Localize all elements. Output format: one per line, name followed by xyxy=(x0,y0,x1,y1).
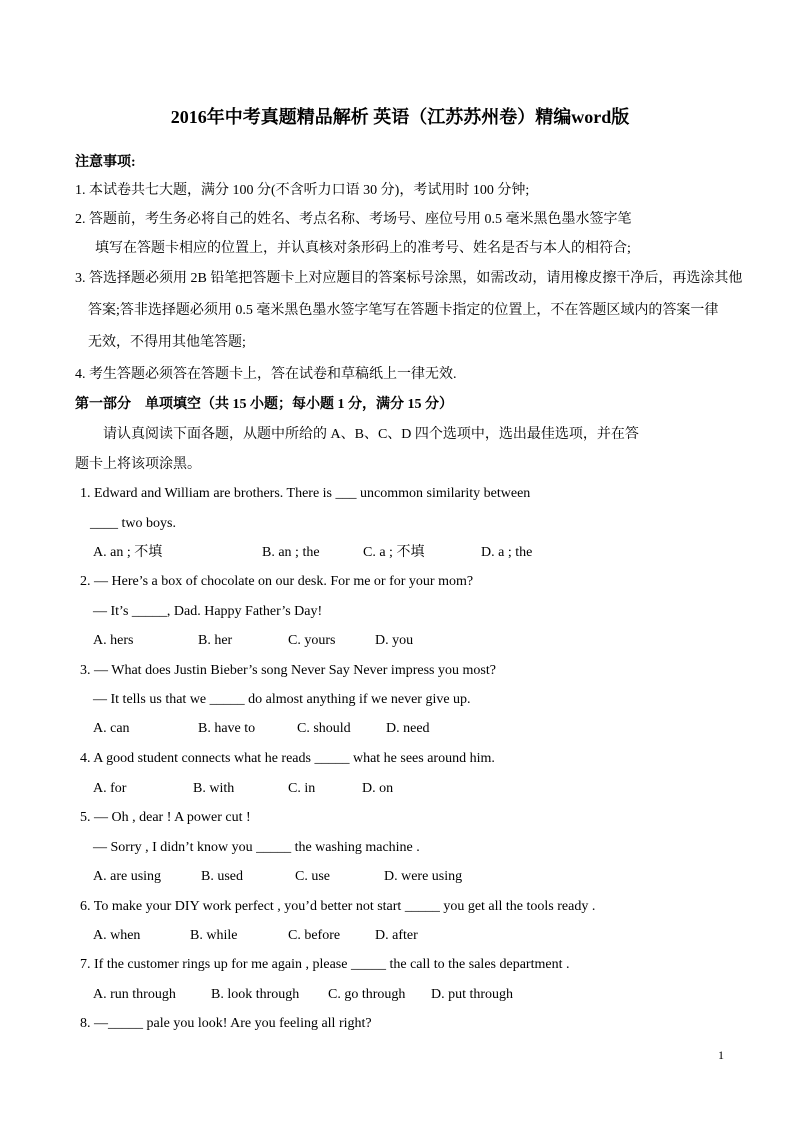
answer-option: B. with xyxy=(193,781,235,796)
question-stem: 5. — Oh , dear ! A power cut ! xyxy=(80,810,251,825)
answer-option: A. run through xyxy=(93,987,176,1002)
answer-option: C. in xyxy=(288,781,316,796)
answer-option: C. before xyxy=(288,928,341,943)
notice-line: 2. 答题前，考生务必将自己的姓名、考点名称、考场号、座位号用 0.5 毫米黑色墨水签字笔 xyxy=(75,212,632,227)
answer-option: B. have to xyxy=(198,721,256,736)
section-instruction: 题卡上将该项涂黑。 xyxy=(75,457,201,472)
answer-option: C. use xyxy=(295,869,330,884)
answer-option: D. need xyxy=(386,721,430,736)
question-stem: — Sorry , I didn’t know you _____ the washing machine . xyxy=(93,840,420,855)
question-stem: ____ two boys. xyxy=(90,516,176,531)
answer-option: B. her xyxy=(198,633,233,648)
answer-option: B. look through xyxy=(211,987,300,1002)
answer-option: D. were using xyxy=(384,869,463,884)
answer-option: D. you xyxy=(375,633,414,648)
answer-option: D. on xyxy=(362,781,394,796)
answer-option: C. go through xyxy=(328,987,406,1002)
page-number: 1 xyxy=(718,1048,724,1062)
page-title: 2016年中考真题精品解析 英语（江苏苏州卷）精编word版 xyxy=(170,107,630,127)
answer-option: A. for xyxy=(93,781,127,796)
answer-option: A. can xyxy=(93,721,130,736)
notice-heading: 注意事项: xyxy=(75,155,136,170)
question-stem: — It tells us that we _____ do almost anything if we never give up. xyxy=(93,692,471,707)
answer-option: B. used xyxy=(201,869,243,884)
answer-option: D. a ; the xyxy=(481,545,533,560)
answer-option: C. should xyxy=(297,721,351,736)
notice-line: 4. 考生答题必须答在答题卡上，答在试卷和草稿纸上一律无效. xyxy=(75,367,457,382)
section-instruction: 请认真阅读下面各题，从题中所给的 A、B、C、D 四个选项中，选出最佳选项，并在答 xyxy=(103,427,639,442)
notice-line: 1. 本试卷共七大题，满分 100 分(不含听力口语 30 分)，考试用时 100 分钟; xyxy=(75,183,530,198)
answer-option: B. while xyxy=(190,928,238,943)
answer-option: D. put through xyxy=(431,987,514,1002)
notice-line: 答案;答非选择题必须用 0.5 毫米黑色墨水签字笔写在答题卡指定的位置上，不在答题区域内的答案一律 xyxy=(88,303,719,318)
answer-option: C. a ; 不填 xyxy=(363,545,425,560)
answer-option: A. when xyxy=(93,928,141,943)
question-stem: 4. A good student connects what he reads _____ what he sees around him. xyxy=(80,751,495,766)
answer-option: C. yours xyxy=(288,633,336,648)
answer-option: D. after xyxy=(375,928,418,943)
answer-option: A. hers xyxy=(93,633,134,648)
answer-option: B. an ; the xyxy=(262,545,320,560)
notice-line: 无效，不得用其他笔答题; xyxy=(88,335,246,350)
question-stem: 8. —_____ pale you look! Are you feeling all right? xyxy=(80,1016,372,1031)
section-heading: 第一部分 单项填空（共 15 小题；每小题 1 分，满分 15 分） xyxy=(75,397,453,412)
question-stem: 2. — Here’s a box of chocolate on our desk. For me or for your mom? xyxy=(80,574,474,589)
answer-option: A. are using xyxy=(93,869,162,884)
notice-line: 填写在答题卡相应的位置上，并认真核对条形码上的准考号、姓名是否与本人的相符合; xyxy=(95,241,631,256)
notice-line: 3. 答选择题必须用 2B 铅笔把答题卡上对应题目的答案标号涂黑，如需改动，请用橡皮擦干净后，再选涂其他 xyxy=(75,271,743,286)
question-stem: 3. — What does Justin Bieber’s song Never Say Never impress you most? xyxy=(80,663,496,678)
answer-option: A. an ; 不填 xyxy=(93,545,163,560)
question-stem: 6. To make your DIY work perfect , you’d better not start _____ you get all the tools ready . xyxy=(80,899,596,914)
question-stem: 1. Edward and William are brothers. There is ___ uncommon similarity between xyxy=(80,486,531,501)
question-stem: — It’s _____, Dad. Happy Father’s Day! xyxy=(93,604,323,619)
question-stem: 7. If the customer rings up for me again , please _____ the call to the sales department . xyxy=(80,957,570,972)
